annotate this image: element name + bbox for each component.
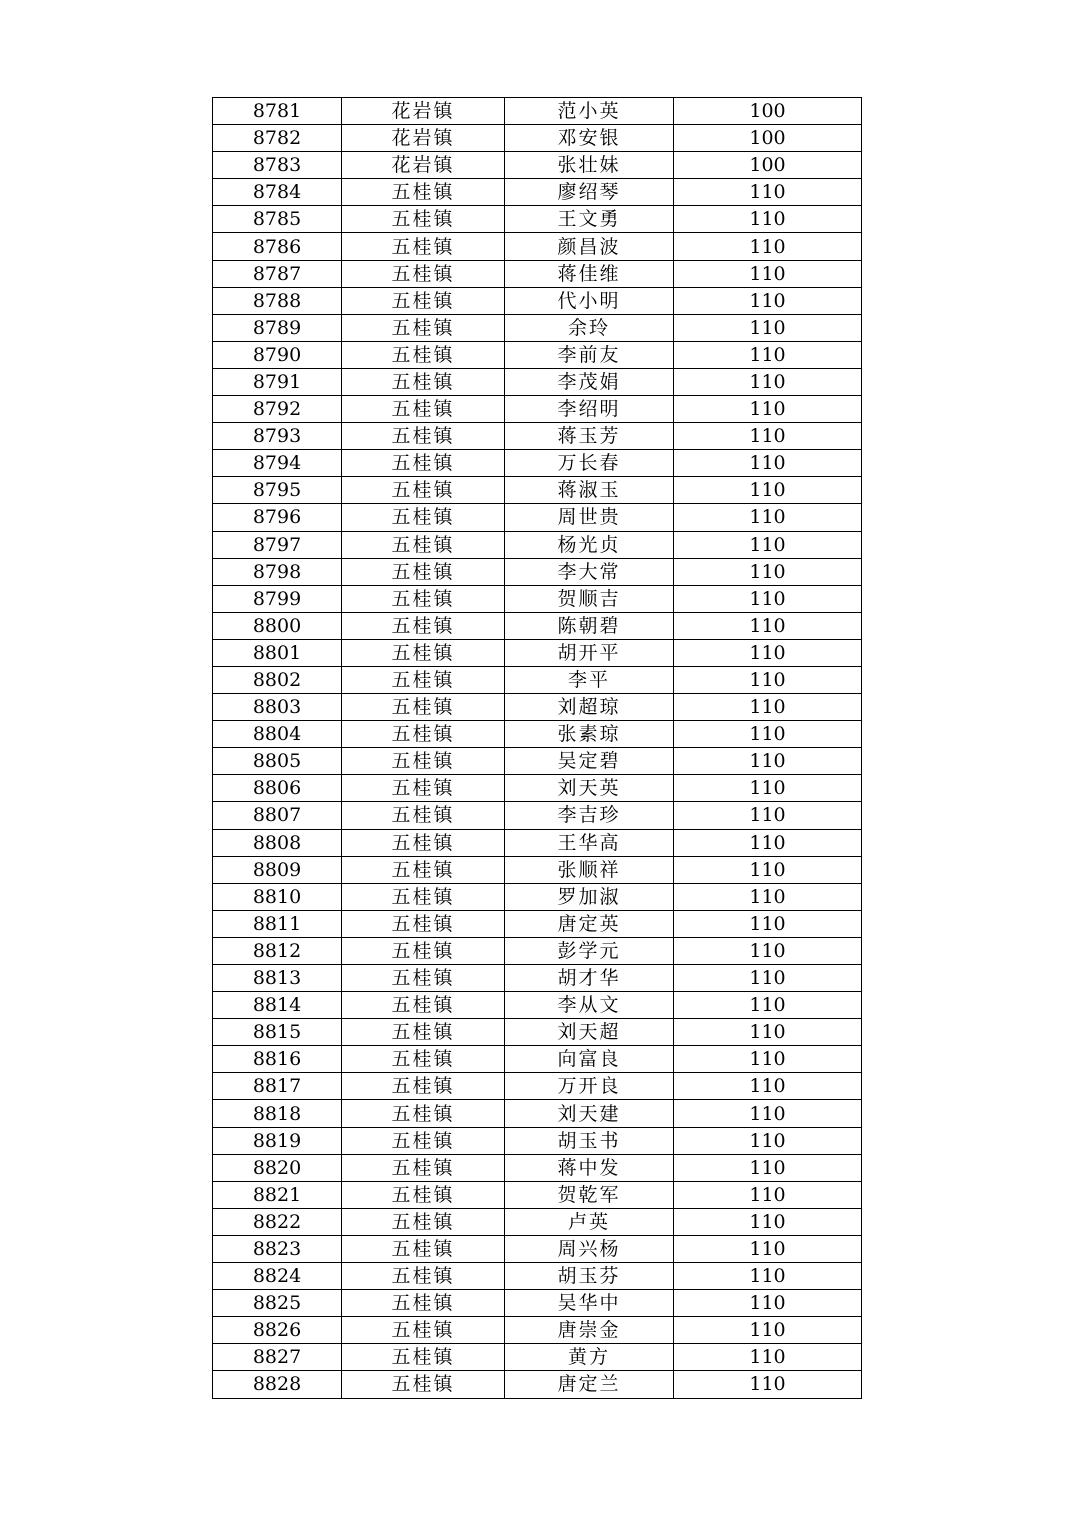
table-row [213,1344,862,1371]
amount-cell: 110 [674,531,862,558]
person-name-cell: 王文勇 [505,206,674,233]
serial-number-cell: 8793 [213,423,342,450]
town-cell: 花岩镇 [342,98,505,125]
amount-cell: 110 [674,206,862,233]
town-cell: 五桂镇 [342,639,505,666]
person-name-cell: 吴定碧 [505,748,674,775]
amount-cell: 100 [674,98,862,125]
town-cell: 五桂镇 [342,937,505,964]
serial-number-cell: 8797 [213,531,342,558]
person-name-cell: 李绍明 [505,396,674,423]
amount-cell: 110 [674,1046,862,1073]
town-cell: 五桂镇 [342,179,505,206]
person-name-cell: 李从文 [505,992,674,1019]
serial-number-cell: 8817 [213,1073,342,1100]
town-cell: 五桂镇 [342,883,505,910]
serial-number-cell: 8814 [213,992,342,1019]
table-row [213,992,862,1019]
amount-cell: 110 [674,721,862,748]
person-name-cell: 代小明 [505,287,674,314]
town-cell: 五桂镇 [342,694,505,721]
person-name-cell: 范小英 [505,98,674,125]
town-cell: 五桂镇 [342,1073,505,1100]
serial-number-cell: 8828 [213,1371,342,1398]
serial-number-cell: 8809 [213,856,342,883]
table-row [213,233,862,260]
table-row [213,802,862,829]
town-cell: 五桂镇 [342,206,505,233]
serial-number-cell: 8806 [213,775,342,802]
amount-cell: 110 [674,1235,862,1262]
amount-cell: 110 [674,829,862,856]
table-row [213,179,862,206]
table-row [213,910,862,937]
table-row [213,1127,862,1154]
person-name-cell: 蒋中发 [505,1154,674,1181]
serial-number-cell: 8799 [213,585,342,612]
amount-cell: 110 [674,477,862,504]
table-row [213,531,862,558]
person-name-cell: 李平 [505,666,674,693]
person-name-cell: 黄方 [505,1344,674,1371]
person-name-cell: 胡才华 [505,965,674,992]
amount-cell: 110 [674,179,862,206]
serial-number-cell: 8818 [213,1100,342,1127]
serial-number-cell: 8788 [213,287,342,314]
town-cell: 五桂镇 [342,1127,505,1154]
table-row [213,1263,862,1290]
amount-cell: 100 [674,125,862,152]
town-cell: 五桂镇 [342,802,505,829]
serial-number-cell: 8800 [213,612,342,639]
town-cell: 五桂镇 [342,260,505,287]
town-cell: 五桂镇 [342,1371,505,1398]
table-row [213,1208,862,1235]
serial-number-cell: 8822 [213,1208,342,1235]
amount-cell: 110 [674,856,862,883]
town-cell: 五桂镇 [342,1154,505,1181]
table-row [213,883,862,910]
serial-number-cell: 8795 [213,477,342,504]
table-row [213,477,862,504]
table-row [213,775,862,802]
serial-number-cell: 8802 [213,666,342,693]
person-name-cell: 万开良 [505,1073,674,1100]
serial-number-cell: 8794 [213,450,342,477]
amount-cell: 110 [674,1181,862,1208]
serial-number-cell: 8796 [213,504,342,531]
serial-number-cell: 8782 [213,125,342,152]
serial-number-cell: 8816 [213,1046,342,1073]
table-row [213,965,862,992]
table-row [213,368,862,395]
town-cell: 五桂镇 [342,450,505,477]
town-cell: 五桂镇 [342,585,505,612]
person-name-cell: 贺顺吉 [505,585,674,612]
serial-number-cell: 8798 [213,558,342,585]
amount-cell: 110 [674,423,862,450]
table-row [213,423,862,450]
subsidy-list-table [212,97,862,1399]
town-cell: 五桂镇 [342,965,505,992]
table-row [213,1019,862,1046]
person-name-cell: 李大常 [505,558,674,585]
table-row [213,1073,862,1100]
amount-cell: 110 [674,775,862,802]
serial-number-cell: 8792 [213,396,342,423]
table-row [213,937,862,964]
town-cell: 五桂镇 [342,396,505,423]
serial-number-cell: 8807 [213,802,342,829]
serial-number-cell: 8789 [213,314,342,341]
person-name-cell: 唐崇金 [505,1317,674,1344]
person-name-cell: 周世贵 [505,504,674,531]
serial-number-cell: 8808 [213,829,342,856]
amount-cell: 110 [674,368,862,395]
table-row [213,125,862,152]
table-row [213,612,862,639]
person-name-cell: 李前友 [505,341,674,368]
table-row [213,585,862,612]
amount-cell: 110 [674,802,862,829]
serial-number-cell: 8811 [213,910,342,937]
serial-number-cell: 8823 [213,1235,342,1262]
serial-number-cell: 8805 [213,748,342,775]
town-cell: 五桂镇 [342,531,505,558]
serial-number-cell: 8785 [213,206,342,233]
serial-number-cell: 8813 [213,965,342,992]
serial-number-cell: 8812 [213,937,342,964]
amount-cell: 110 [674,260,862,287]
person-name-cell: 陈朝碧 [505,612,674,639]
town-cell: 五桂镇 [342,775,505,802]
serial-number-cell: 8827 [213,1344,342,1371]
table-row [213,1235,862,1262]
table-row [213,314,862,341]
person-name-cell: 刘超琼 [505,694,674,721]
town-cell: 五桂镇 [342,856,505,883]
serial-number-cell: 8781 [213,98,342,125]
person-name-cell: 蒋佳维 [505,260,674,287]
table-row [213,666,862,693]
amount-cell: 100 [674,152,862,179]
person-name-cell: 张顺祥 [505,856,674,883]
town-cell: 五桂镇 [342,1235,505,1262]
amount-cell: 110 [674,992,862,1019]
serial-number-cell: 8801 [213,639,342,666]
amount-cell: 110 [674,585,862,612]
table-row [213,287,862,314]
serial-number-cell: 8820 [213,1154,342,1181]
serial-number-cell: 8819 [213,1127,342,1154]
table-row [213,1371,862,1398]
amount-cell: 110 [674,1100,862,1127]
serial-number-cell: 8804 [213,721,342,748]
town-cell: 五桂镇 [342,1344,505,1371]
person-name-cell: 廖绍琴 [505,179,674,206]
person-name-cell: 蒋玉芳 [505,423,674,450]
person-name-cell: 胡玉书 [505,1127,674,1154]
table-row [213,1181,862,1208]
person-name-cell: 刘天英 [505,775,674,802]
town-cell: 五桂镇 [342,1100,505,1127]
table-row [213,504,862,531]
amount-cell: 110 [674,612,862,639]
table-row [213,152,862,179]
amount-cell: 110 [674,450,862,477]
person-name-cell: 罗加淑 [505,883,674,910]
amount-cell: 110 [674,937,862,964]
serial-number-cell: 8810 [213,883,342,910]
table-row [213,748,862,775]
amount-cell: 110 [674,1317,862,1344]
table-row [213,341,862,368]
town-cell: 五桂镇 [342,233,505,260]
person-name-cell: 万长春 [505,450,674,477]
amount-cell: 110 [674,965,862,992]
person-name-cell: 王华高 [505,829,674,856]
town-cell: 五桂镇 [342,612,505,639]
town-cell: 五桂镇 [342,368,505,395]
town-cell: 五桂镇 [342,314,505,341]
town-cell: 花岩镇 [342,125,505,152]
town-cell: 五桂镇 [342,477,505,504]
serial-number-cell: 8821 [213,1181,342,1208]
table-row [213,721,862,748]
amount-cell: 110 [674,504,862,531]
person-name-cell: 胡玉芬 [505,1263,674,1290]
amount-cell: 110 [674,1208,862,1235]
amount-cell: 110 [674,639,862,666]
table-row [213,558,862,585]
person-name-cell: 唐定兰 [505,1371,674,1398]
town-cell: 五桂镇 [342,1019,505,1046]
amount-cell: 110 [674,314,862,341]
serial-number-cell: 8791 [213,368,342,395]
town-cell: 五桂镇 [342,558,505,585]
person-name-cell: 李茂娟 [505,368,674,395]
table-row [213,1154,862,1181]
person-name-cell: 吴华中 [505,1290,674,1317]
amount-cell: 110 [674,1344,862,1371]
town-cell: 五桂镇 [342,992,505,1019]
amount-cell: 110 [674,396,862,423]
amount-cell: 110 [674,1019,862,1046]
serial-number-cell: 8825 [213,1290,342,1317]
table-row [213,450,862,477]
table-row [213,856,862,883]
town-cell: 五桂镇 [342,666,505,693]
serial-number-cell: 8783 [213,152,342,179]
town-cell: 花岩镇 [342,152,505,179]
table-row [213,206,862,233]
person-name-cell: 张壮妹 [505,152,674,179]
town-cell: 五桂镇 [342,1181,505,1208]
table-body [213,98,862,1399]
table-row [213,1100,862,1127]
serial-number-cell: 8824 [213,1263,342,1290]
person-name-cell: 张素琼 [505,721,674,748]
town-cell: 五桂镇 [342,341,505,368]
table-row [213,98,862,125]
amount-cell: 110 [674,910,862,937]
person-name-cell: 贺乾军 [505,1181,674,1208]
table-row [213,260,862,287]
amount-cell: 110 [674,341,862,368]
person-name-cell: 邓安银 [505,125,674,152]
table-row [213,829,862,856]
person-name-cell: 李吉珍 [505,802,674,829]
person-name-cell: 蒋淑玉 [505,477,674,504]
serial-number-cell: 8787 [213,260,342,287]
town-cell: 五桂镇 [342,748,505,775]
table-row [213,396,862,423]
town-cell: 五桂镇 [342,1208,505,1235]
town-cell: 五桂镇 [342,1290,505,1317]
amount-cell: 110 [674,666,862,693]
person-name-cell: 刘天超 [505,1019,674,1046]
person-name-cell: 胡开平 [505,639,674,666]
person-name-cell: 卢英 [505,1208,674,1235]
table-row [213,1046,862,1073]
serial-number-cell: 8826 [213,1317,342,1344]
town-cell: 五桂镇 [342,287,505,314]
table-row [213,639,862,666]
town-cell: 五桂镇 [342,721,505,748]
serial-number-cell: 8790 [213,341,342,368]
amount-cell: 110 [674,1290,862,1317]
person-name-cell: 余玲 [505,314,674,341]
amount-cell: 110 [674,1263,862,1290]
table-row [213,694,862,721]
person-name-cell: 彭学元 [505,937,674,964]
town-cell: 五桂镇 [342,423,505,450]
amount-cell: 110 [674,1127,862,1154]
person-name-cell: 杨光贞 [505,531,674,558]
amount-cell: 110 [674,1073,862,1100]
serial-number-cell: 8815 [213,1019,342,1046]
amount-cell: 110 [674,1371,862,1398]
person-name-cell: 颜昌波 [505,233,674,260]
town-cell: 五桂镇 [342,829,505,856]
table-row [213,1290,862,1317]
amount-cell: 110 [674,1154,862,1181]
town-cell: 五桂镇 [342,1263,505,1290]
town-cell: 五桂镇 [342,910,505,937]
amount-cell: 110 [674,558,862,585]
person-name-cell: 刘天建 [505,1100,674,1127]
town-cell: 五桂镇 [342,504,505,531]
amount-cell: 110 [674,287,862,314]
amount-cell: 110 [674,233,862,260]
town-cell: 五桂镇 [342,1317,505,1344]
amount-cell: 110 [674,694,862,721]
serial-number-cell: 8786 [213,233,342,260]
person-name-cell: 周兴杨 [505,1235,674,1262]
amount-cell: 110 [674,883,862,910]
person-name-cell: 唐定英 [505,910,674,937]
town-cell: 五桂镇 [342,1046,505,1073]
serial-number-cell: 8803 [213,694,342,721]
serial-number-cell: 8784 [213,179,342,206]
person-name-cell: 向富良 [505,1046,674,1073]
table-row [213,1317,862,1344]
amount-cell: 110 [674,748,862,775]
